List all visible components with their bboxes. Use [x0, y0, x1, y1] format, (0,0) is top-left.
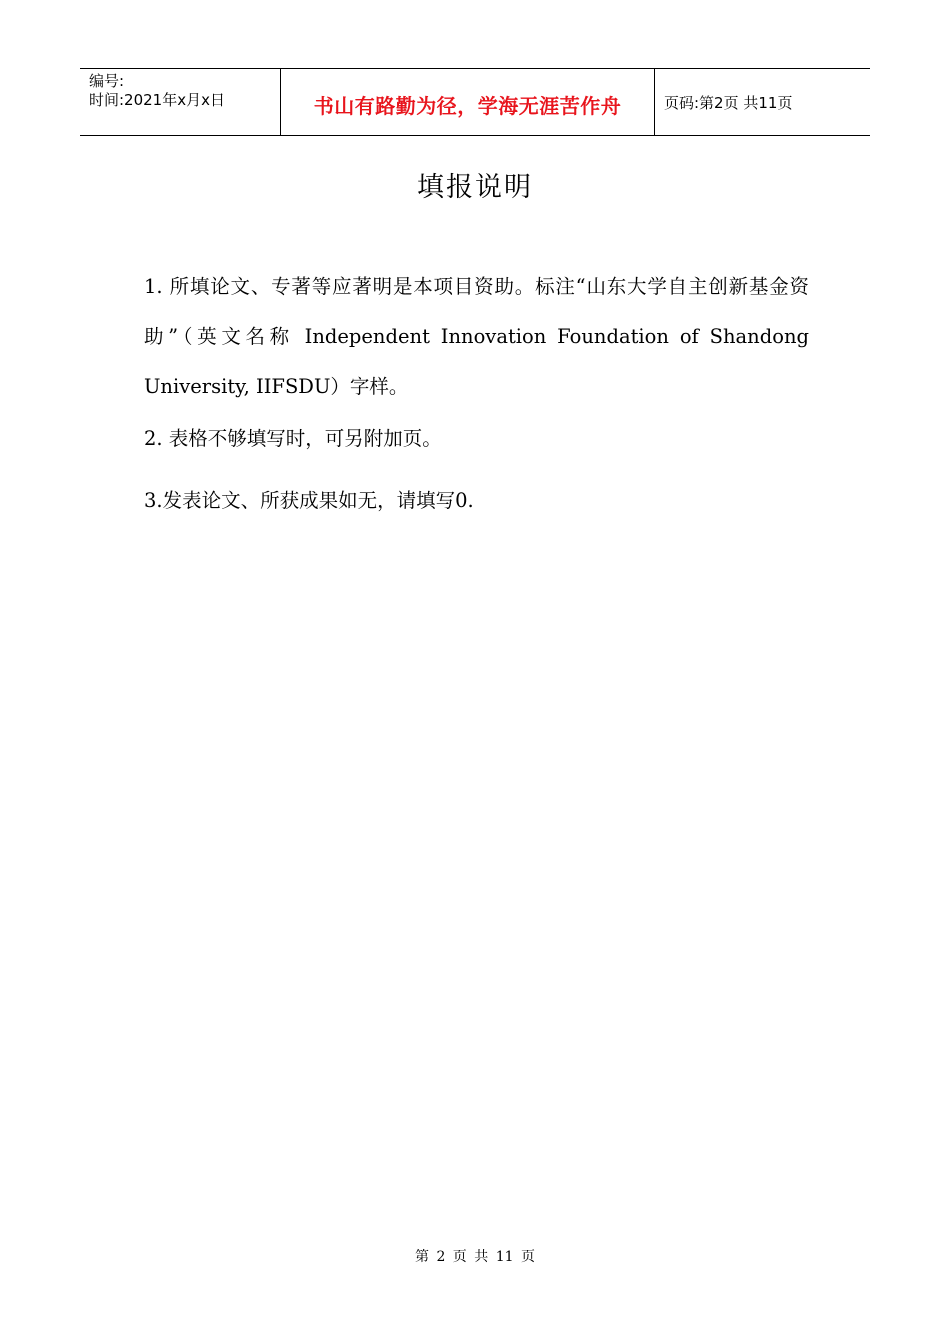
instruction-item-1: 1. 所填论文、专著等应著明是本项目资助。标注“山东大学自主创新基金资助”（英文名称 Independent Innovation Foundation of Shandong University, IIFSDU）字样。 — [144, 275, 809, 398]
page-footer: 第 2 页 共 11 页 — [415, 1249, 535, 1265]
header-page-code: 页码:第2页 共11页 — [664, 94, 793, 112]
document-number-label: 编号: — [89, 72, 125, 90]
page-header — [80, 68, 870, 136]
instructions-body — [144, 262, 809, 512]
document-date-label: 时间:2021年x月x日 — [89, 91, 225, 109]
header-motto: 书山有路勤为径，学海无涯苦作舟 — [281, 69, 655, 135]
header-meta-cell — [80, 69, 281, 135]
instruction-item-2: 2. 表格不够填写时，可另附加页。 — [144, 427, 442, 450]
page-title: 填报说明 — [417, 172, 533, 203]
instruction-item-3: 3.发表论文、所获成果如无，请填写0. — [144, 489, 474, 512]
